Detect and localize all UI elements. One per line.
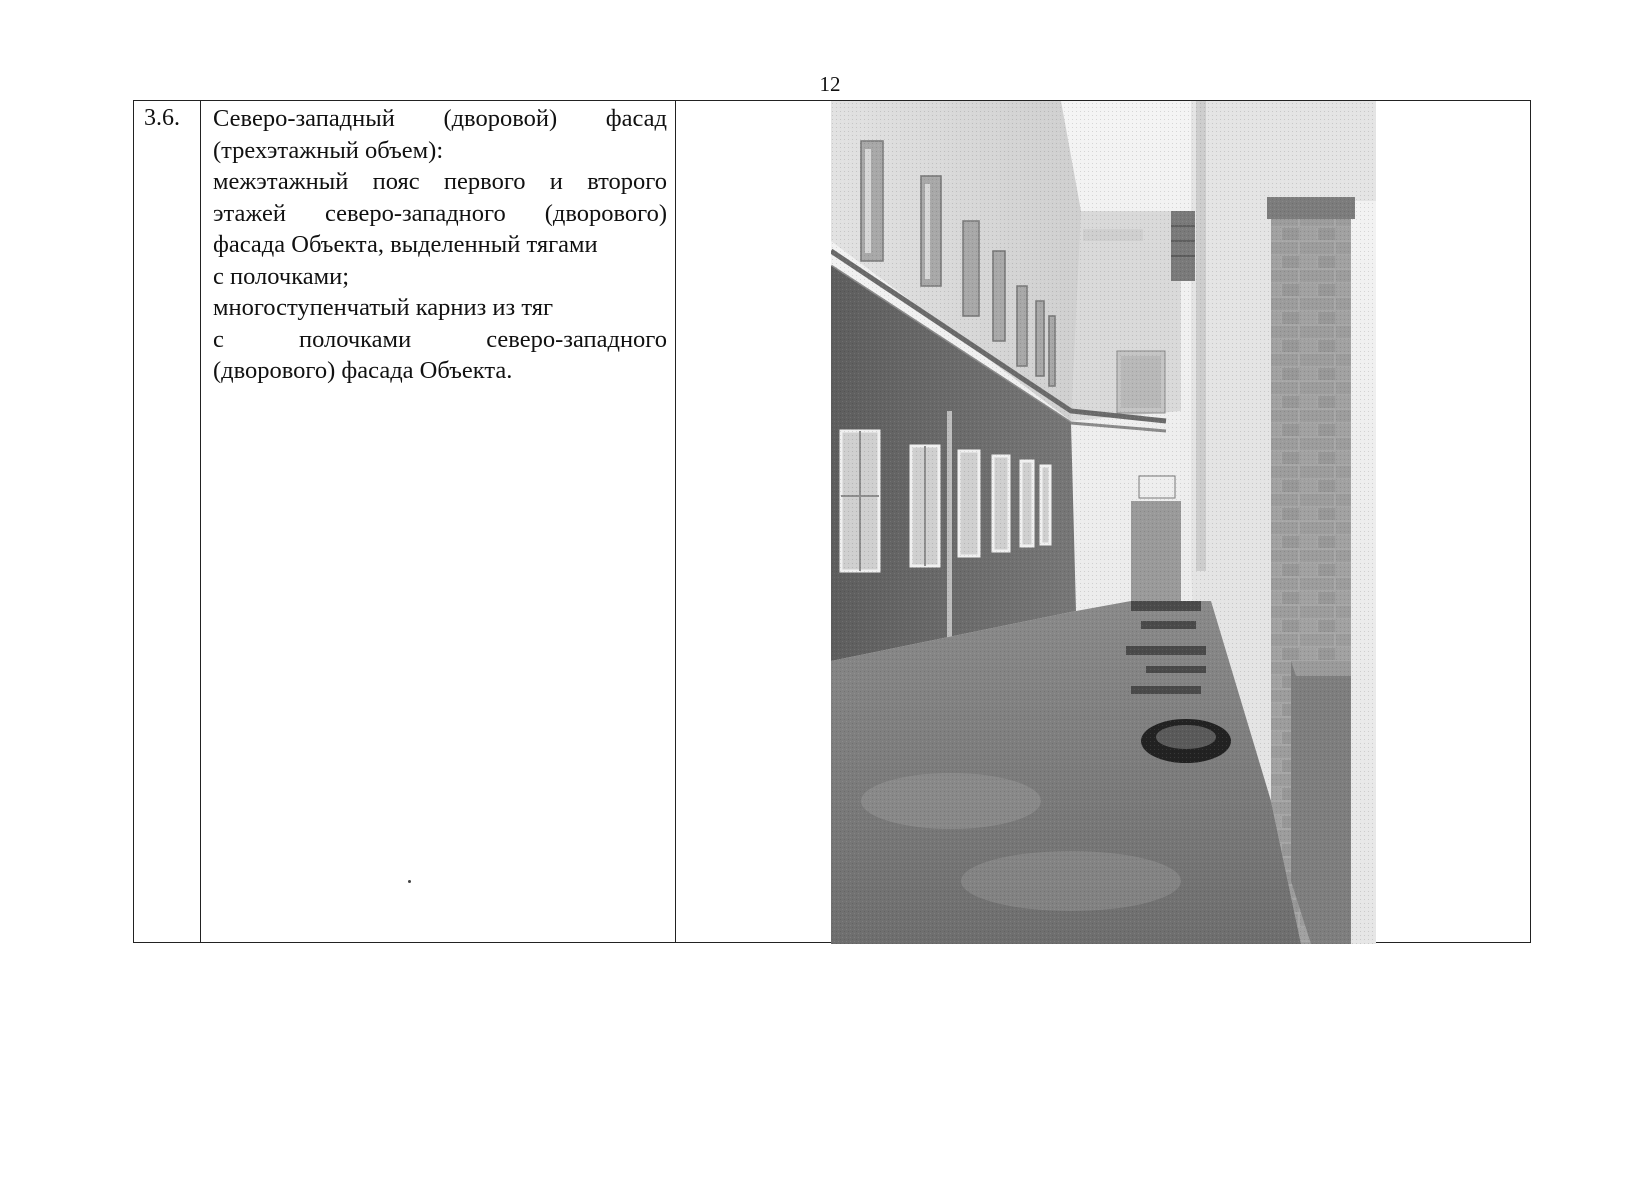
scan-speck xyxy=(408,880,411,883)
photo-cell xyxy=(676,101,1531,943)
page-number: 12 xyxy=(819,72,841,96)
description-belt-paragraph xyxy=(213,166,667,292)
description-cornice-line2: с полочками северо-западного xyxy=(213,325,667,353)
courtyard-facade-photo xyxy=(831,101,1376,944)
item-number-cell xyxy=(134,101,201,943)
description-heading-line2: (трехэтажный объем): xyxy=(213,136,444,164)
description-belt-text-end: с полочками; xyxy=(213,262,350,290)
description-cornice-line1: многоступенчатый карниз из тяг xyxy=(213,294,554,321)
item-number: 3.6. xyxy=(144,105,180,131)
description-cell xyxy=(201,101,676,943)
description-heading-line1: Северо-западный (дворовой) фасад xyxy=(213,105,667,132)
description-belt-text: межэтажный пояс первого и второго этажей северо-западного (дворового) фасада Объекта, выделенный тягами xyxy=(213,168,667,258)
table-row xyxy=(134,101,1531,943)
description-cornice-line3: (дворового) фасада Объекта. xyxy=(213,357,513,384)
document-table xyxy=(133,100,1531,943)
